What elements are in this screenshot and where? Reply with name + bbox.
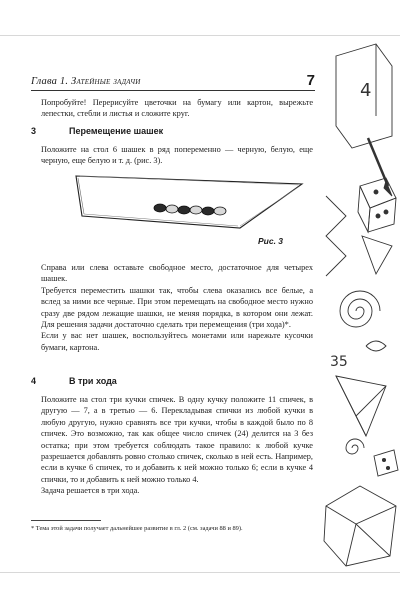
- section-4-body: [31, 394, 313, 497]
- checker-white-3: [214, 207, 226, 215]
- section-4-p1: Положите на стол три кучки спичек. В одну кучку положите 11 спичек, в другую — 7, а в третью — 6. Перекладывая спички из любой кучки в любую другую, нужно сравнять все три кучки, чтобы в каждой было по 8 спичек. Это возможно, так как общее число спичек (24) делится на 3 без остатка; при этом требуется соблюдать такое правило: к любой кучке разрешается добавлять ровно столько спичек, сколько в ней есть. Например, если в кучке 6 спичек, то и добавить к ней можно только 6; если в кучке 4 спички, то и добавить к ней можно только 4.: [41, 395, 313, 484]
- section-3-p1: Положите на стол 6 шашек в ряд попеременно — черную, белую, еще черную, еще белую и т. д. (рис. 3).: [41, 145, 313, 166]
- section-3-p2: Справа или слева оставьте свободное место, достаточное для четырех шашек.: [41, 263, 313, 284]
- intro-paragraph: [31, 97, 313, 120]
- section-4-number: 4: [31, 376, 37, 386]
- chapter-title: Затейные задачи: [71, 76, 141, 87]
- footnote-rule: [31, 520, 101, 521]
- page-number: 7: [306, 72, 315, 89]
- checker-white-2: [190, 206, 202, 214]
- chapter-label: Глава 1. Затейные задачи: [31, 76, 141, 87]
- digit-sketch: 4: [360, 80, 372, 101]
- section-3-number: 3: [31, 126, 37, 136]
- checker-black-2: [178, 206, 190, 214]
- section-4-title: В три хода: [69, 376, 117, 386]
- section-3-title: Перемещение шашек: [69, 126, 164, 136]
- decorative-margin-art: [316, 36, 400, 572]
- intro-text: Попробуйте! Перерисуйте цветочки на бумагу или картон, вырежьте лепестки, стебли и листья и сложите круг.: [41, 98, 313, 119]
- footnote: * Тема этой задачи получает дальнейшее развитие в гл. 2 (см. задачи 88 и 89).: [31, 525, 243, 532]
- section-3-p3: Требуется переместить шашки так, чтобы слева оказались все белые, а вслед за ними все черные. При этом перемещать на свободное место нужно сразу две рядом лежащие шашки, не меняя порядка, в котором они лежат. Для решения задачи достаточно сделать три перемещения (три хода)*.: [41, 285, 313, 330]
- section-3-body: [31, 262, 313, 353]
- checker-black-3: [202, 207, 214, 215]
- spiral-sketch: [340, 291, 380, 327]
- checker-black-1: [154, 204, 166, 212]
- section-4-heading: [31, 376, 117, 386]
- section-3-heading: [31, 126, 163, 136]
- crystal-sketch: [324, 486, 396, 566]
- section-4-p2: Задача решается в три хода.: [41, 486, 140, 496]
- checker-white-1: [166, 205, 178, 213]
- running-header: [31, 72, 315, 91]
- section-3-intro: [31, 144, 313, 167]
- section-3-p4: Если у вас нет шашек, воспользуйтесь монетами или нарежьте кусочки бумаги, картона.: [41, 331, 313, 352]
- svg-text:35: 35: [330, 354, 348, 370]
- figure-caption: Рис. 3: [258, 236, 284, 246]
